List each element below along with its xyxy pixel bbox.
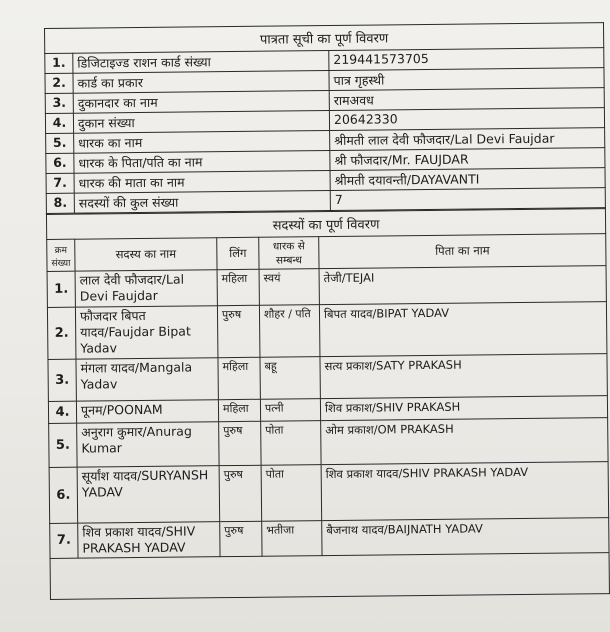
info-row-number: 3. (45, 93, 73, 113)
info-row-label: दुकानदार का नाम (73, 91, 329, 114)
info-row-label: दुकान संख्या (73, 111, 329, 134)
member-father-name: ओम प्रकाश/OM PRAKASH (321, 418, 608, 465)
header-member-name: सदस्य का नाम (75, 238, 217, 271)
header-relation: धारक से सम्बन्ध (259, 237, 319, 270)
info-row-number: 7. (46, 173, 74, 193)
info-row-value: 7 (330, 188, 605, 211)
member-gender: पुरुष (217, 305, 260, 357)
member-name: पूनम/POONAM (76, 400, 218, 423)
blank-row (50, 553, 609, 600)
member-name: अनुराग कुमार/Anurag Kumar (77, 422, 219, 467)
member-father-name: तेजी/TEJAI (319, 266, 606, 305)
member-father-name: बिपत यादव/BIPAT YADAV (319, 302, 607, 357)
info-row-value: श्री फौजदार/Mr. FAUJDAR (330, 148, 605, 171)
members-table (46, 208, 610, 600)
header-father-name: पिता का नाम (319, 234, 606, 269)
info-row-label: कार्ड का प्रकार (73, 71, 329, 94)
member-name: मंगला यादव/Mangala Yadav (76, 358, 218, 401)
member-relation: पत्नी (260, 399, 320, 422)
info-row-number: 1. (45, 53, 73, 73)
member-relation: भतीजा (262, 521, 322, 557)
info-row-value: श्रीमती लाल देवी फौजदार/Lal Devi Faujdar (330, 128, 605, 151)
info-row-label: सदस्यों की कुल संख्या (74, 191, 330, 214)
info-row-value: श्रीमती दयावन्ती/DAYAVANTI (330, 168, 605, 191)
member-relation: पोता (261, 421, 321, 466)
member-name: लाल देवी फौजदार/Lal Devi Faujdar (75, 270, 217, 307)
member-gender: महिला (218, 357, 260, 399)
member-father-name: बैजनाथ यादव/BAIJNATH YADAV (322, 518, 609, 556)
member-number: 4. (48, 401, 76, 423)
member-gender: पुरुष (219, 465, 262, 521)
info-row-value: 219441573705 (329, 48, 604, 71)
member-number: 2. (47, 307, 76, 359)
info-row-value: पात्र गृहस्थी (329, 68, 604, 91)
member-number: 7. (50, 523, 78, 558)
member-relation: पोता (261, 465, 322, 522)
member-number: 3. (48, 359, 76, 401)
member-father-name: शिव प्रकाश/SHIV PRAKASH (320, 396, 607, 421)
member-name: शिव प्रकाश यादव/SHIV PRAKASH YADAV (78, 522, 220, 558)
member-gender: महिला (217, 269, 259, 305)
member-row (50, 518, 609, 559)
eligibility-title: पात्रता सूची का पूर्ण विवरण (45, 23, 604, 54)
member-relation: बहू (260, 357, 320, 400)
info-row-value: रामअवध (329, 88, 604, 111)
info-row-label: धारक की माता का नाम (74, 171, 330, 194)
member-relation: शौहर / पति (259, 305, 320, 358)
info-row-number: 4. (45, 113, 73, 133)
info-row-number: 5. (46, 133, 74, 153)
info-row-label: डिजिटाइज्ड राशन कार्ड संख्या (73, 51, 329, 74)
members-title: सदस्यों का पूर्ण विवरण (46, 209, 605, 240)
ration-card-document (44, 22, 610, 600)
member-father-name: सत्य प्रकाश/SATY PRAKASH (320, 354, 607, 399)
member-gender: महिला (218, 399, 260, 421)
eligibility-table (44, 22, 606, 214)
member-gender: पुरुष (219, 421, 261, 465)
member-relation: स्वयं (259, 269, 319, 306)
member-row (49, 462, 609, 524)
member-row (49, 418, 608, 468)
member-row (48, 354, 607, 402)
member-name: फौजदार बिपत यादव/Faujdar Bipat Yadav (75, 306, 218, 359)
member-number: 1. (47, 271, 75, 307)
info-row-number: 2. (45, 73, 73, 93)
member-number: 6. (49, 467, 78, 523)
header-gender: लिंग (217, 237, 259, 269)
info-row-number: 8. (46, 193, 74, 213)
header-serial: क्रम संख्या (47, 239, 75, 271)
member-number: 5. (49, 423, 77, 467)
info-row-number: 6. (46, 153, 74, 173)
member-father-name: शिव प्रकाश यादव/SHIV PRAKASH YADAV (321, 462, 609, 521)
member-name: सूर्यांश यादव/SURYANSH YADAV (77, 466, 220, 523)
member-gender: पुरुष (220, 521, 262, 556)
member-row (47, 266, 606, 308)
info-row-label: धारक का नाम (74, 131, 330, 154)
member-row (47, 302, 607, 360)
info-row-value: 20642330 (329, 108, 604, 131)
info-row-label: धारक के पिता/पति का नाम (74, 151, 330, 174)
